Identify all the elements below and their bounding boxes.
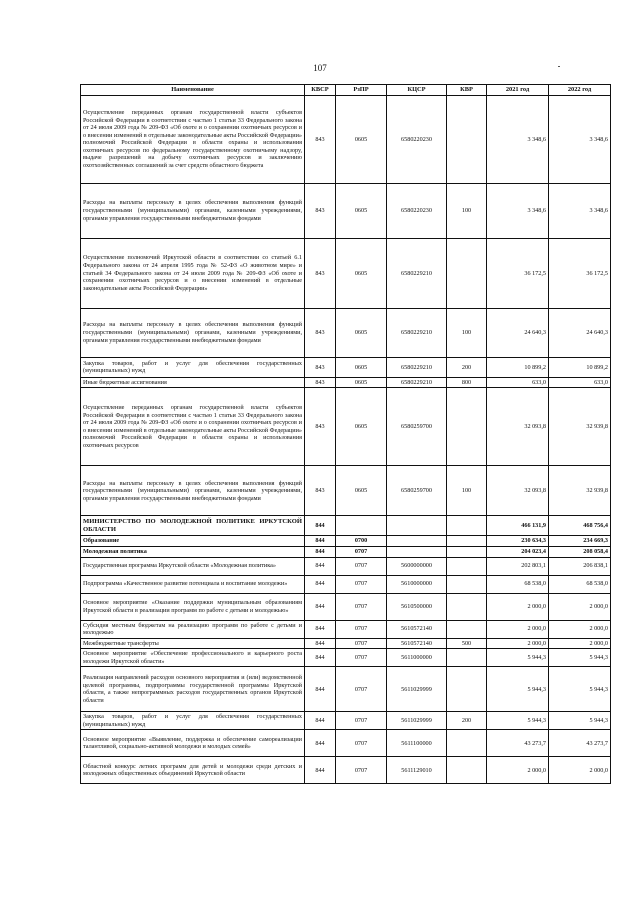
row-amount-2021: 32 093,8 [487, 388, 549, 466]
row-amount-2022: 5 944,3 [549, 649, 611, 667]
row-kvsr: 844 [305, 712, 336, 730]
row-kvsr: 844 [305, 620, 336, 638]
table-row [81, 575, 611, 593]
row-name: Основное мероприятие «Выявление, поддержка и обеспечение самореализации талантливой, социально-активной молодежи и молодых семей» [81, 730, 305, 757]
row-kvsr: 843 [305, 466, 336, 516]
row-kvsr: 843 [305, 357, 336, 377]
row-kcsr: 6580259700 [387, 466, 447, 516]
row-rzpr: 0707 [336, 593, 387, 620]
scan-speck [558, 66, 560, 67]
row-rzpr: 0707 [336, 667, 387, 712]
row-kvsr: 844 [305, 638, 336, 649]
row-rzpr: 0605 [336, 357, 387, 377]
row-kvsr: 843 [305, 238, 336, 308]
row-kvr: 100 [447, 308, 487, 357]
row-amount-2021: 230 634,3 [487, 536, 549, 547]
row-kvsr: 844 [305, 516, 336, 536]
row-kvr: 100 [447, 466, 487, 516]
budget-table [80, 84, 611, 784]
row-name: Межбюджетные трансферты [81, 638, 305, 649]
row-amount-2022: 32 939,8 [549, 466, 611, 516]
row-kvr [447, 95, 487, 183]
row-kvr [447, 546, 487, 557]
row-rzpr [336, 516, 387, 536]
row-amount-2022: 3 348,6 [549, 183, 611, 238]
row-kvsr: 844 [305, 757, 336, 784]
row-kcsr: 6580220230 [387, 183, 447, 238]
page-number: 107 [313, 63, 327, 73]
row-kcsr [387, 536, 447, 547]
table-row [81, 377, 611, 388]
row-kvr [447, 557, 487, 575]
row-rzpr: 0605 [336, 388, 387, 466]
row-kcsr: 6580229210 [387, 357, 447, 377]
row-rzpr: 0707 [336, 757, 387, 784]
row-name: Субсидия местным бюджетам на реализацию программ по работе с детьми и молодежью [81, 620, 305, 638]
row-amount-2021: 5 944,3 [487, 712, 549, 730]
row-name: Основное мероприятие «Оказание поддержки муниципальным образованиям Иркутской области в реализации программ по работе с детьми и молодежью» [81, 593, 305, 620]
row-kcsr: 6580229210 [387, 238, 447, 308]
row-amount-2021: 2 000,0 [487, 620, 549, 638]
header-kvsr: КВСР [305, 85, 336, 96]
row-name: Осуществление переданных органам государственной власти субъектов Российской Федерации в соответствии с частью 1 статьи 33 Федерального закона от 24 июля 2009 года № 209-ФЗ «Об охоте и о сохранении охотничьих ресурсов и о внесении изменений в отдельные законодательные акты Российской Федерации» полномочий Российской Федерации в области охраны и использования охотничьих ресурсов [81, 388, 305, 466]
row-kvr [447, 620, 487, 638]
row-kcsr: 5611029999 [387, 667, 447, 712]
table-row [81, 466, 611, 516]
row-kcsr: 6580259700 [387, 388, 447, 466]
table-row [81, 357, 611, 377]
row-amount-2021: 43 273,7 [487, 730, 549, 757]
row-name: Закупка товаров, работ и услуг для обеспечения государственных (муниципальных) нужд [81, 712, 305, 730]
row-rzpr: 0605 [336, 183, 387, 238]
row-amount-2022: 234 669,3 [549, 536, 611, 547]
header-rzpr: РзПР [336, 85, 387, 96]
row-amount-2022: 5 944,3 [549, 712, 611, 730]
header-2022: 2022 год [549, 85, 611, 96]
row-kvr [447, 757, 487, 784]
header-kvr: КВР [447, 85, 487, 96]
row-rzpr: 0707 [336, 557, 387, 575]
row-rzpr: 0700 [336, 536, 387, 547]
row-amount-2022: 68 538,0 [549, 575, 611, 593]
row-name: Осуществление переданных органам государственной власти субъектов Российской Федерации в соответствии с частью 1 статьи 33 Федерального закона от 24 июля 2009 года № 209-ФЗ «Об охоте и о сохранении охотничьих ресурсов и о внесении изменений в отдельные законодательные акты Российской Федерации» полномочий Российской Федерации в области охраны и использования охотничьих ресурсов по федеральному государственному охотничьему надзору, выдаче разрешений на добычу охотничьих ресурсов и заключению охотхозяйственных соглашений за счет средств областного бюджета [81, 95, 305, 183]
row-kvr [447, 536, 487, 547]
table-row [81, 593, 611, 620]
row-kcsr: 5610572140 [387, 638, 447, 649]
row-name: Подпрограмма «Качественное развитие потенциала и воспитание молодежи» [81, 575, 305, 593]
row-kvr [447, 238, 487, 308]
row-amount-2022: 36 172,5 [549, 238, 611, 308]
row-kvr [447, 593, 487, 620]
row-kvr [447, 667, 487, 712]
table-row [81, 557, 611, 575]
row-rzpr: 0605 [336, 308, 387, 357]
row-amount-2021: 68 538,0 [487, 575, 549, 593]
row-rzpr: 0605 [336, 377, 387, 388]
row-rzpr: 0707 [336, 649, 387, 667]
row-amount-2021: 10 899,2 [487, 357, 549, 377]
row-amount-2022: 2 000,0 [549, 620, 611, 638]
table-row [81, 712, 611, 730]
row-kvsr: 843 [305, 308, 336, 357]
row-kcsr: 6580229210 [387, 377, 447, 388]
row-kvsr: 844 [305, 575, 336, 593]
table-row [81, 388, 611, 466]
row-kvr: 200 [447, 712, 487, 730]
row-kvsr: 844 [305, 667, 336, 712]
row-amount-2021: 204 023,4 [487, 546, 549, 557]
table-row [81, 183, 611, 238]
table-row [81, 620, 611, 638]
row-amount-2022: 10 899,2 [549, 357, 611, 377]
row-amount-2022: 2 000,0 [549, 638, 611, 649]
table-row [81, 638, 611, 649]
table-row [81, 95, 611, 183]
table-row [81, 546, 611, 557]
row-rzpr: 0707 [336, 730, 387, 757]
row-rzpr: 0707 [336, 575, 387, 593]
row-name: Реализация направлений расходов основного мероприятия и (или) ведомственной целевой программы, подпрограммы государственной программы Иркутской области, а также непрограммных расходов государственных органов Иркутской области [81, 667, 305, 712]
row-kvr [447, 388, 487, 466]
row-amount-2022: 2 000,0 [549, 757, 611, 784]
row-name: Основное мероприятие «Обеспечение профессионального и карьерного роста молодежи Иркутской области» [81, 649, 305, 667]
row-kcsr: 5611029999 [387, 712, 447, 730]
row-kvsr: 844 [305, 546, 336, 557]
row-rzpr: 0605 [336, 238, 387, 308]
row-kvr: 100 [447, 183, 487, 238]
row-amount-2021: 2 000,0 [487, 593, 549, 620]
row-amount-2021: 5 944,3 [487, 649, 549, 667]
row-name: Осуществление полномочий Иркутской области в соответствии со статьей 6.1 Федерального закона от 24 апреля 1995 года № 52-ФЗ «О животном мире» и статьей 34 Федерального закона от 24 июля 2009 года № 209-ФЗ «Об охоте и сохранении охотничьих ресурсов и о внесении изменений в отдельные законодательные акты Российской Федерации» [81, 238, 305, 308]
row-name: Государственная программа Иркутской области «Молодежная политика» [81, 557, 305, 575]
row-kcsr: 5600000000 [387, 557, 447, 575]
row-name: Образование [81, 536, 305, 547]
table-row [81, 536, 611, 547]
row-amount-2021: 633,0 [487, 377, 549, 388]
row-amount-2021: 2 000,0 [487, 638, 549, 649]
row-kvsr: 843 [305, 377, 336, 388]
row-amount-2022: 206 838,1 [549, 557, 611, 575]
row-rzpr: 0707 [336, 546, 387, 557]
row-amount-2022: 43 273,7 [549, 730, 611, 757]
row-kvsr: 844 [305, 730, 336, 757]
row-amount-2021: 202 803,1 [487, 557, 549, 575]
row-amount-2022: 468 756,4 [549, 516, 611, 536]
row-rzpr: 0707 [336, 712, 387, 730]
row-name: Иные бюджетные ассигнования [81, 377, 305, 388]
row-rzpr: 0707 [336, 620, 387, 638]
row-amount-2021: 2 000,0 [487, 757, 549, 784]
row-kvsr: 843 [305, 388, 336, 466]
row-name: Закупка товаров, работ и услуг для обеспечения государственных (муниципальных) нужд [81, 357, 305, 377]
row-kvr [447, 649, 487, 667]
row-kvsr: 843 [305, 95, 336, 183]
row-amount-2022: 633,0 [549, 377, 611, 388]
row-amount-2022: 208 058,4 [549, 546, 611, 557]
row-amount-2022: 5 944,3 [549, 667, 611, 712]
row-kvsr: 844 [305, 649, 336, 667]
row-kvr [447, 730, 487, 757]
table-row [81, 649, 611, 667]
row-amount-2021: 24 640,3 [487, 308, 549, 357]
row-amount-2021: 5 944,3 [487, 667, 549, 712]
row-rzpr: 0605 [336, 95, 387, 183]
table-header-row [81, 85, 611, 96]
row-kcsr [387, 516, 447, 536]
row-name: Молодежная политика [81, 546, 305, 557]
table-row [81, 730, 611, 757]
row-kvr: 800 [447, 377, 487, 388]
table-row [81, 238, 611, 308]
table-row [81, 308, 611, 357]
row-amount-2022: 3 348,6 [549, 95, 611, 183]
row-kcsr: 5611100000 [387, 730, 447, 757]
header-name: Наименование [81, 85, 305, 96]
row-kcsr: 6580229210 [387, 308, 447, 357]
row-amount-2021: 466 131,9 [487, 516, 549, 536]
row-name: Расходы на выплаты персоналу в целях обеспечения выполнения функций государственными (муниципальными) органами, казенными учреждениями, органами управления государственными внебюджетными фондами [81, 308, 305, 357]
row-amount-2021: 3 348,6 [487, 183, 549, 238]
table-row [81, 516, 611, 536]
row-kcsr: 5610500000 [387, 593, 447, 620]
row-kcsr: 5610572140 [387, 620, 447, 638]
row-kvr: 500 [447, 638, 487, 649]
row-name: Областной конкурс летних программ для детей и молодежи среди детских и молодежных общественных объединений Иркутской области [81, 757, 305, 784]
row-rzpr: 0605 [336, 466, 387, 516]
row-name: Расходы на выплаты персоналу в целях обеспечения выполнения функций государственными (муниципальными) органами, казенными учреждениями, органами управления государственными внебюджетными фондами [81, 466, 305, 516]
table-row [81, 667, 611, 712]
row-kcsr: 5611000000 [387, 649, 447, 667]
row-kvr: 200 [447, 357, 487, 377]
row-kvsr: 844 [305, 536, 336, 547]
row-amount-2022: 2 000,0 [549, 593, 611, 620]
table-row [81, 757, 611, 784]
row-kcsr [387, 546, 447, 557]
row-kvsr: 843 [305, 183, 336, 238]
row-amount-2021: 32 093,8 [487, 466, 549, 516]
table-body [81, 95, 611, 784]
row-kcsr: 6580220230 [387, 95, 447, 183]
row-name: Расходы на выплаты персоналу в целях обеспечения выполнения функций государственными (муниципальными) органами, казенными учреждениями, органами управления государственными внебюджетными фондами [81, 183, 305, 238]
row-kvr [447, 575, 487, 593]
row-kvsr: 844 [305, 593, 336, 620]
row-kcsr: 5610000000 [387, 575, 447, 593]
header-kcsr: КЦСР [387, 85, 447, 96]
row-name: МИНИСТЕРСТВО ПО МОЛОДЕЖНОЙ ПОЛИТИКЕ ИРКУТСКОЙ ОБЛАСТИ [81, 516, 305, 536]
row-kvsr: 844 [305, 557, 336, 575]
row-kvr [447, 516, 487, 536]
row-amount-2022: 32 939,8 [549, 388, 611, 466]
row-amount-2021: 3 348,6 [487, 95, 549, 183]
row-rzpr: 0707 [336, 638, 387, 649]
row-kcsr: 5611129010 [387, 757, 447, 784]
header-2021: 2021 год [487, 85, 549, 96]
row-amount-2022: 24 640,3 [549, 308, 611, 357]
row-amount-2021: 36 172,5 [487, 238, 549, 308]
